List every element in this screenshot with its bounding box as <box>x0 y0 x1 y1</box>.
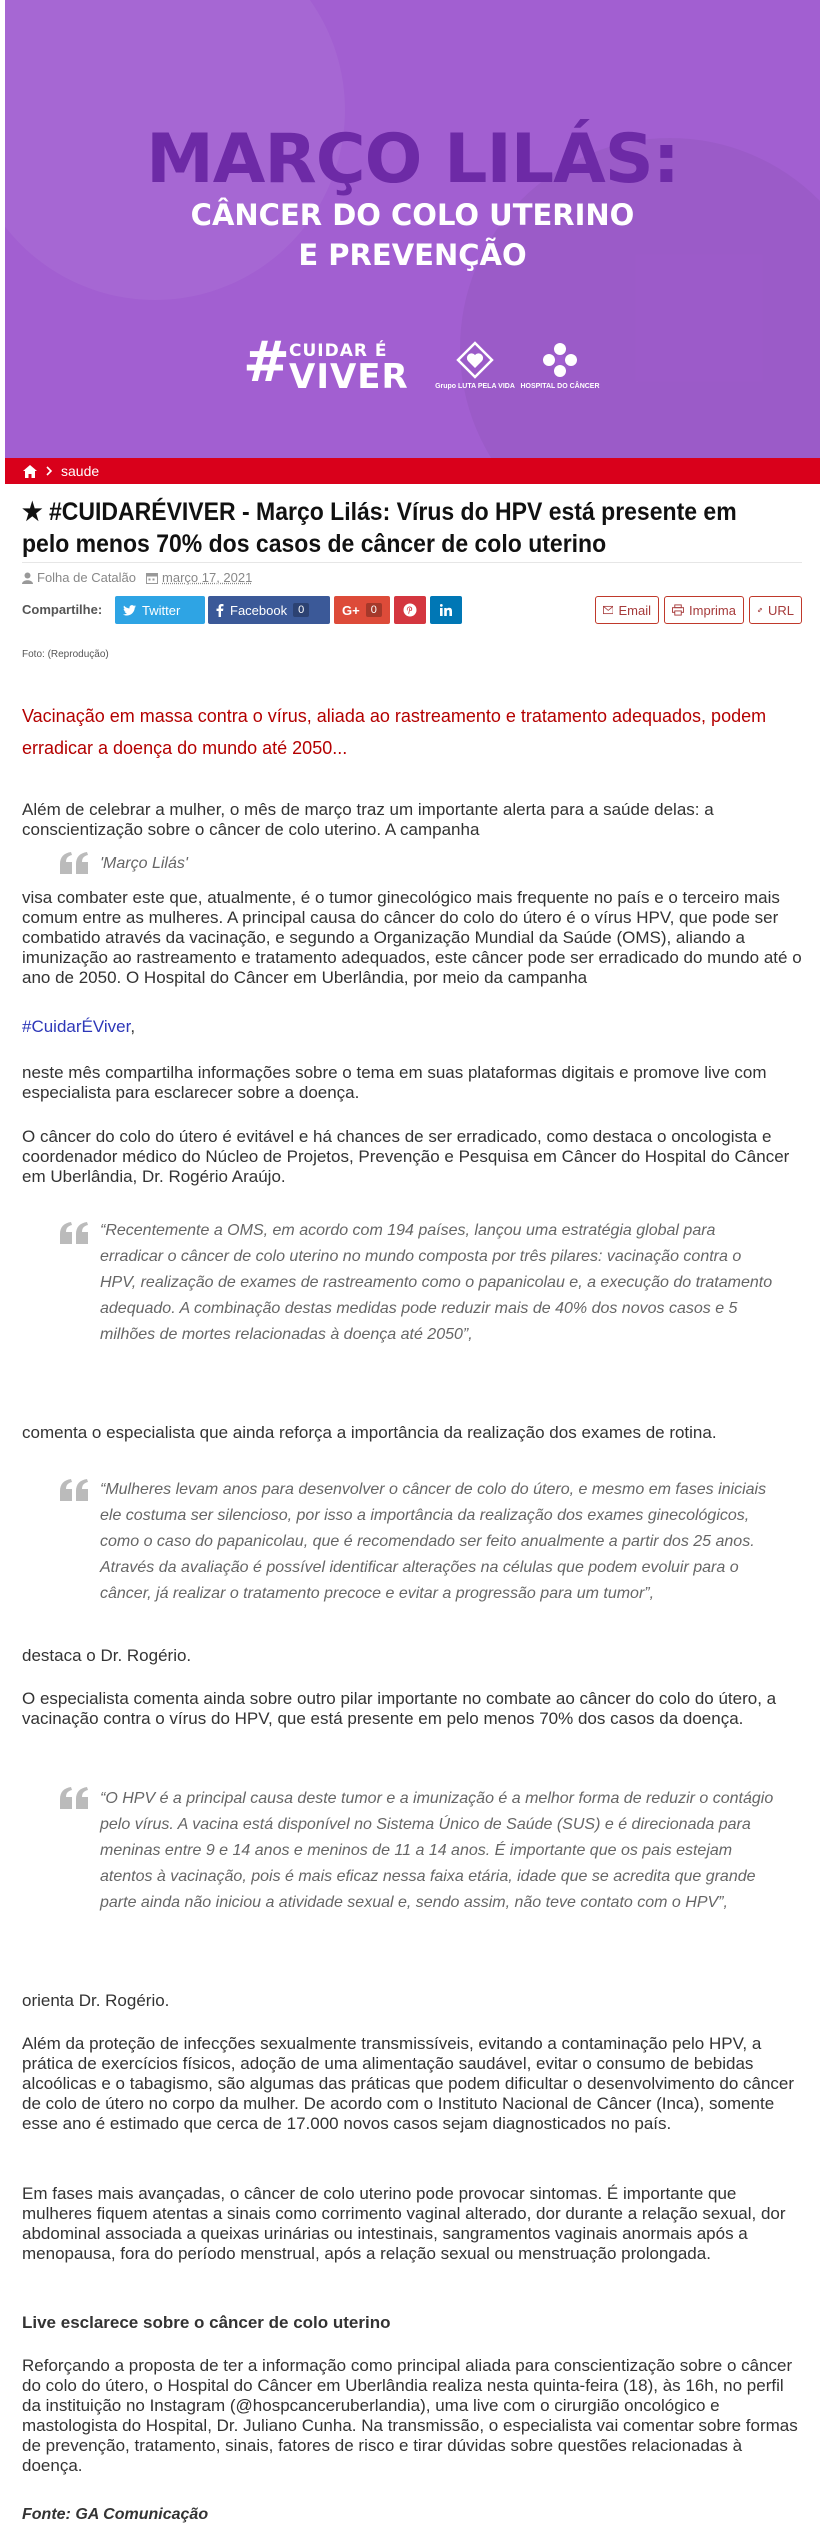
calendar-icon <box>146 572 158 584</box>
hero-subtitle-line2: E PREVENÇÃO <box>298 238 527 272</box>
photo-credit: Foto: (Reprodução) <box>22 649 109 660</box>
paragraph-4: O câncer do colo do útero é evitável e há chances de ser erradicado, como destaca o oncologista e coordenador médico do Núcleo de Projetos, Prevenção e Pesquisa em Câncer do Hospital do Câncer em Uberlândia, Dr. Rogério Araújo. <box>22 1127 790 1186</box>
twitter-icon <box>123 605 136 616</box>
share-bar <box>22 596 802 624</box>
google-plus-share-count: 0 <box>366 603 382 617</box>
hashtag-comma: , <box>130 1017 136 1036</box>
url-label: URL <box>767 602 794 618</box>
hero-subtitle-line1: CÂNCER DO COLO UTERINO <box>190 198 635 232</box>
breadcrumb <box>5 458 820 484</box>
quote-icon <box>60 852 90 874</box>
quote-icon <box>60 1479 90 1501</box>
publish-date: março 17, 2021 <box>162 570 253 585</box>
brand-word-1: CUIDAR É <box>289 341 388 361</box>
brand-word-2: VIVER <box>289 357 409 397</box>
paragraph-9: Além da proteção de infecções sexualmente transmissíveis, evitando a contaminação pelo HPV, a prática de exercícios físicos, adoção de uma alimentação saudável, evitar o consumo de bebidas alcoólicas e o tabagismo, são algumas das práticas que podem dificultar o desenvolvimento do câncer de colo de útero no corpo da mulher. De acordo com o Instituto Nacional de Câncer (Inca), somente esse ano é estimado que cerca de 17.000 novos casos sejam diagnosticados no país. <box>22 2034 795 2133</box>
linkedin-icon <box>440 604 452 616</box>
facebook-label: Facebook <box>230 602 288 618</box>
envelope-icon <box>603 605 613 615</box>
paragraph-10: Em fases mais avançadas, o câncer de colo uterino pode provocar sintomas. É importante que mulheres fiquem atentas a sinais como corrimento vaginal alterado, dor durante a relação sexual, dor abdominal associada a queixas urinárias ou intestinais, sangramentos vaginais anormais após a menopausa, fora do período menstrual, após a relação sexual ou menstruação prolongada. <box>22 2184 786 2263</box>
facebook-share-count: 0 <box>293 603 309 617</box>
share-label: Compartilhe: <box>22 602 103 617</box>
home-icon[interactable] <box>23 465 37 478</box>
section-heading-live: Live esclarece sobre o câncer de colo uterino <box>22 2313 391 2332</box>
pinterest-icon <box>403 603 417 617</box>
linkedin-share-button[interactable] <box>430 596 462 624</box>
hashtag-link[interactable]: #CuidarÉViver <box>22 1017 131 1036</box>
google-plus-share-button[interactable] <box>334 596 390 624</box>
hashtag-line <box>22 1017 802 1037</box>
facebook-share-button[interactable] <box>208 596 330 624</box>
article-meta <box>22 570 252 585</box>
paragraph-5: comenta o especialista que ainda reforça a importância da realização dos exames de rotina. <box>22 1423 717 1442</box>
article-lead: Vacinação em massa contra o vírus, aliada ao rastreamento e tratamento adequados, podem erradicar a doença do mundo até 2050... <box>22 706 767 758</box>
print-button[interactable] <box>664 596 744 624</box>
quote-icon <box>60 1222 90 1244</box>
printer-icon <box>672 604 684 616</box>
url-share-button[interactable] <box>749 596 802 624</box>
brand-hash: # <box>243 330 290 395</box>
breadcrumb-section-link[interactable]: saude <box>61 463 100 479</box>
pinterest-share-button[interactable] <box>394 596 426 624</box>
paragraph-6: destaca o Dr. Rogério. <box>22 1646 192 1665</box>
paragraph-11: Reforçando a proposta de ter a informação como principal aliada para conscientização sobre o câncer do colo do útero, o Hospital do Câncer em Uberlândia realiza nesta quinta-feira (18), às 16h, no perfil da instituição no Instagram (@hospcanceruberlandia), uma live com o cirurgião oncológico e mastologista do Hospital, Dr. Juliano Cunha. Na transmissão, o especialista vai comentar sobre formas de prevenção, tratamento, sinais, fatores de risco e tirar dúvidas sobre questões relacionadas à doença. <box>22 2356 798 2475</box>
hospital-do-cancer-logo <box>520 340 600 391</box>
luta-pela-vida-logo <box>435 340 515 391</box>
paragraph-3: neste mês compartilha informações sobre o tema em suas plataformas digitais e promove live com especialista para esclarecer sobre a doença. <box>22 1063 767 1102</box>
paragraph-7: O especialista comenta ainda sobre outro pilar importante no combate ao câncer do colo do útero, a vacinação contra o vírus do HPV, que está presente em pelo menos 70% dos casos da doença. <box>22 1689 777 1728</box>
cross-flower-icon <box>540 340 580 380</box>
quote-icon <box>60 1787 90 1809</box>
chevron-right-icon <box>45 466 53 476</box>
email-label: Email <box>618 602 651 618</box>
logo2-caption: HOSPITAL DO CÂNCER <box>520 383 600 390</box>
quote-marco-lilas: 'Março Lilás' <box>100 855 188 872</box>
quote-oms-strategy: “Recentemente a OMS, em acordo com 194 países, lançou uma estratégia global para erradicar o câncer de colo uterino no mundo composta por três pilares: vacinação contra o HPV, realização de exames de rastreamento como o papanicolau e, a execução do tratamento adequado. A combinação destas medidas pode reduzir mais de 40% dos novos casos e 5 milhões de mortes relacionadas à doença até 2050”, <box>100 1222 773 1343</box>
quote-hpv-vacina: “O HPV é a principal causa deste tumor e a imunização é a melhor forma de reduzir o contágio pelo vírus. A vacina está disponível no Sistema Único de Saúde (SUS) e é direcionada para meninas entre 9 e 14 anos e meninos de 11 a 14 anos. É importante que os pais estejam atentos à vacinação, pois é mais eficaz nessa faixa etária, idade que se acredita que grande parte ainda não iniciou a atividade sexual e, sendo assim, não teve contato com o HPV”, <box>100 1790 774 1911</box>
article-title: ★ #CUIDARÉVIVER - Março Lilás: Vírus do HPV está presente em pelo menos 70% dos casos de câncer de colo uterino <box>22 498 737 558</box>
hero-title: MARÇO LILÁS: <box>146 120 679 199</box>
facebook-icon <box>216 604 224 617</box>
email-share-button[interactable] <box>595 596 659 624</box>
hero-banner <box>5 0 820 458</box>
logo1-caption: Grupo LUTA PELA VIDA <box>435 383 515 390</box>
print-label: Imprima <box>689 602 736 618</box>
cuidar-e-viver-logo <box>243 330 409 397</box>
paragraph-1: Além de celebrar a mulher, o mês de março traz um importante alerta para a saúde delas: a conscientização sobre o câncer de colo uterino. A campanha <box>22 800 714 839</box>
author-name[interactable]: Folha de Catalão <box>37 570 137 585</box>
google-plus-icon: G+ <box>342 602 360 618</box>
quote-exames: “Mulheres levam anos para desenvolver o câncer de colo do útero, e mesmo em fases iniciais ele costuma ser silencioso, por isso a importância da realização dos exames ginecológicos, como o caso do papanicolau, que é recomendado ser feito anualmente a partir dos 25 anos. Através da avaliação é possível identificar alterações na células que podem evoluir para o câncer, já realizar o tratamento precoce e evitar a progressão para um tumor”, <box>100 1481 767 1602</box>
paragraph-2: visa combater este que, atualmente, é o tumor ginecológico mais frequente no país e o terceiro mais comum entre as mulheres. A principal causa do câncer do colo do útero é o vírus HPV, que pode ser combatido através da vacinação, e segundo a Organização Mundial da Saúde (OMS), aliando a imunização ao rastreamento e tratamento adequados, este câncer pode ser erradicado do mundo até o ano de 2050. O Hospital do Câncer em Uberlândia, por meio da campanha <box>22 888 802 987</box>
paragraph-8: orienta Dr. Rogério. <box>22 1991 170 2010</box>
diamond-heart-icon <box>455 340 495 380</box>
link-icon <box>757 604 763 616</box>
twitter-label: Twitter <box>142 602 181 618</box>
title-divider <box>22 562 802 563</box>
twitter-share-button[interactable] <box>115 596 205 624</box>
article-source: Fonte: GA Comunicação <box>22 2506 209 2523</box>
user-icon <box>22 572 33 584</box>
